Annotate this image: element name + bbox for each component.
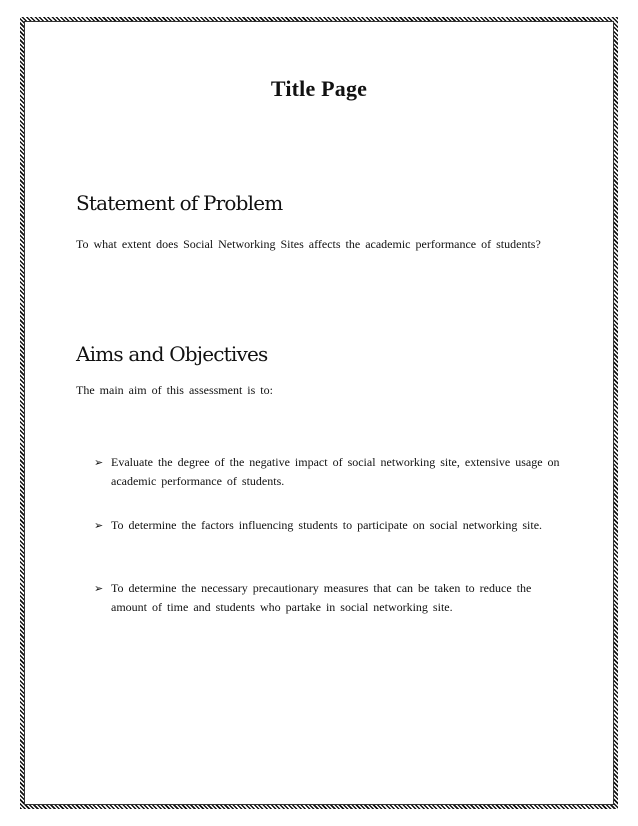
aims-intro-text: The main aim of this assessment is to: [76,383,273,397]
list-item [94,453,564,491]
arrow-bullet-icon: ➢ [94,456,104,469]
statement-of-problem-text: To what extent does Social Networking Sites affects the academic performance of students? [76,237,541,251]
section-heading-aims-and-objectives: Aims and Objectives [76,342,268,366]
list-item-text: To determine the necessary precautionary measures that can be taken to reduce the amount of time and students who partake in social networking site. [111,581,532,614]
arrow-bullet-icon: ➢ [94,519,104,532]
page-title: Title Page [270,76,368,101]
list-item [94,516,564,535]
section-heading-statement-of-problem: Statement of Problem [76,191,283,215]
list-item-text: To determine the factors influencing students to participate on social networking site. [111,518,543,532]
list-item-text: Evaluate the degree of the negative impact of social networking site, extensive usage on academic performance of students. [111,455,560,488]
page-border-inner [24,21,614,805]
arrow-bullet-icon: ➢ [94,582,104,595]
list-item [94,579,564,617]
